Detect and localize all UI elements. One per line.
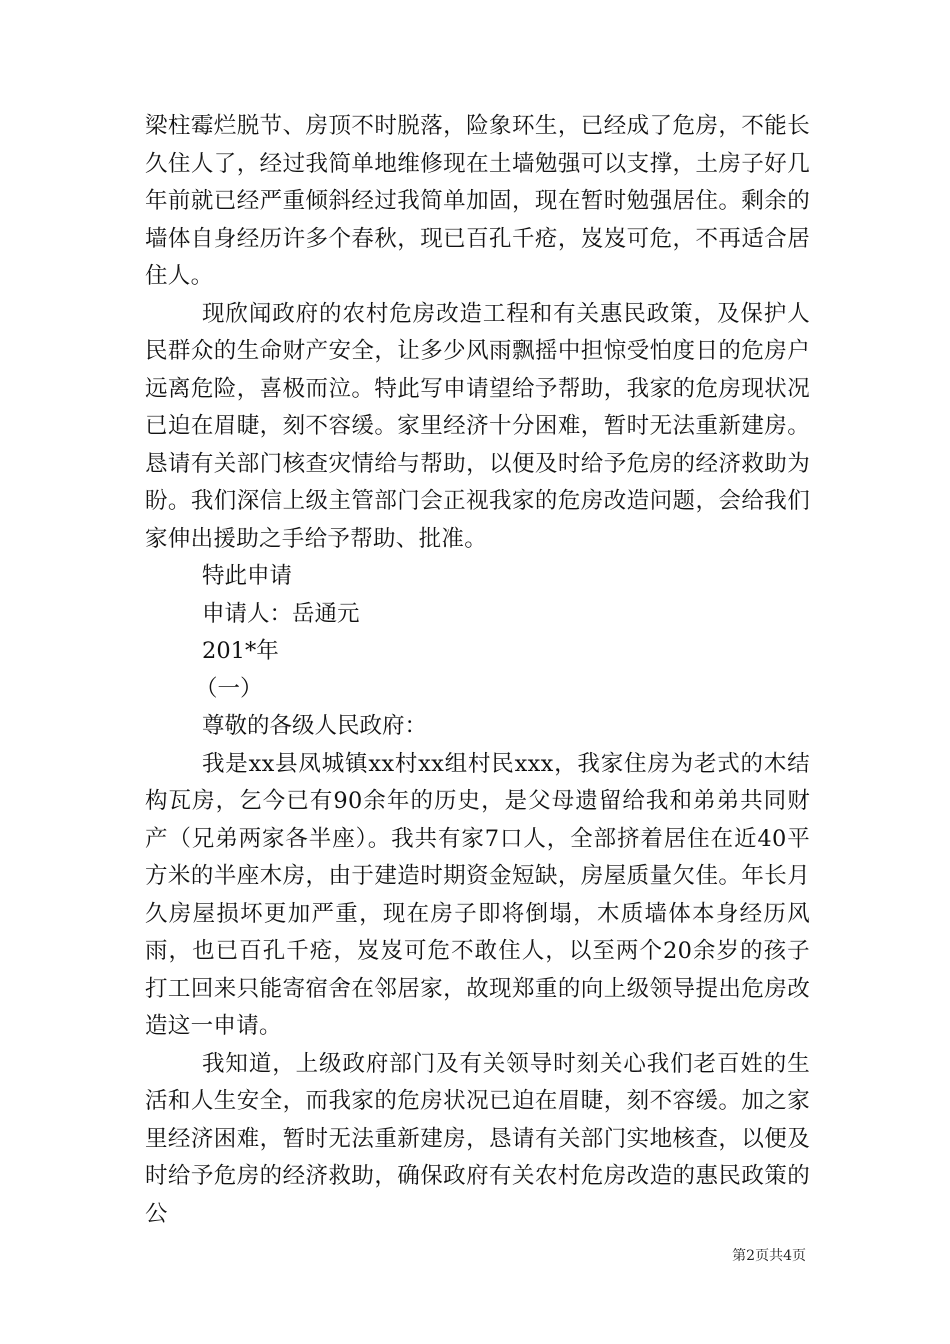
section-marker: （一） — [195, 675, 263, 702]
paragraph-condition: 梁柱霉烂脱节、房顶不时脱落，险象环生，已经成了危房，不能长久住人了，经过我简单地维修现在土墙勉强可以支撑，土房子好几年前就已经严重倾斜经过我简单加固，现在暂时勉强居住。剩余的墙体自身经历许多个春秋，现已百孔千疮，岌岌可危，不再适合居住人。 — [145, 113, 810, 289]
paragraph-request: 现欣闻政府的农村危房改造工程和有关惠民政策，及保护人民群众的生命财产安全，让多少风雨飘摇中担惊受怕度日的危房户远离危险，喜极而泣。特此写申请望给予帮助，我家的危房现状况已迫在眉睫，刻不容缓。家里经济十分困难，暂时无法重新建房。恳请有关部门核查灾情给与帮助，以便及时给予危房的经济救助为盼。我们深信上级主管部门会正视我家的危房改造问题，会给我们家伸出援助之手给予帮助、批准。 — [145, 300, 810, 552]
page-number: 第2页共4页 — [732, 1248, 806, 1264]
date-year: 201*年 — [202, 638, 279, 664]
paragraph-appeal: 我知道，上级政府部门及有关领导时刻关心我们老百姓的生活和人生安全，而我家的危房状况已迫在眉睫，刻不容缓。加之家里经济困难，暂时无法重新建房，恳请有关部门实地核查，以便及时给予危房的经济救助，确保政府有关农村危房改造的惠民政策的公 — [145, 1050, 810, 1227]
paragraph-introduction: 我是xx县凤城镇xx村xx组村民xxx，我家住房为老式的木结构瓦房，乞今已有90余年的历史，是父母遗留给我和弟弟共同财产（兄弟两家各半座）。我共有家7口人，全部挤着居住在近40平方米的半座木房，由于建造时期资金短缺，房屋质量欠佳。年长月久房屋损坏更加严重，现在房子即将倒塌，木质墙体本身经历风雨，也已百孔千疮，岌岌可危不敢住人，以至两个20余岁的孩子打工回来只能寄宿舍在邻居家，故现郑重的向上级领导提出危房改造这一申请。 — [145, 750, 810, 1039]
applicant-name: 申请人：岳通元 — [202, 600, 360, 627]
document-body — [145, 108, 810, 1233]
closing-phrase: 特此申请 — [202, 563, 293, 589]
salutation: 尊敬的各级人民政府： — [202, 713, 428, 739]
